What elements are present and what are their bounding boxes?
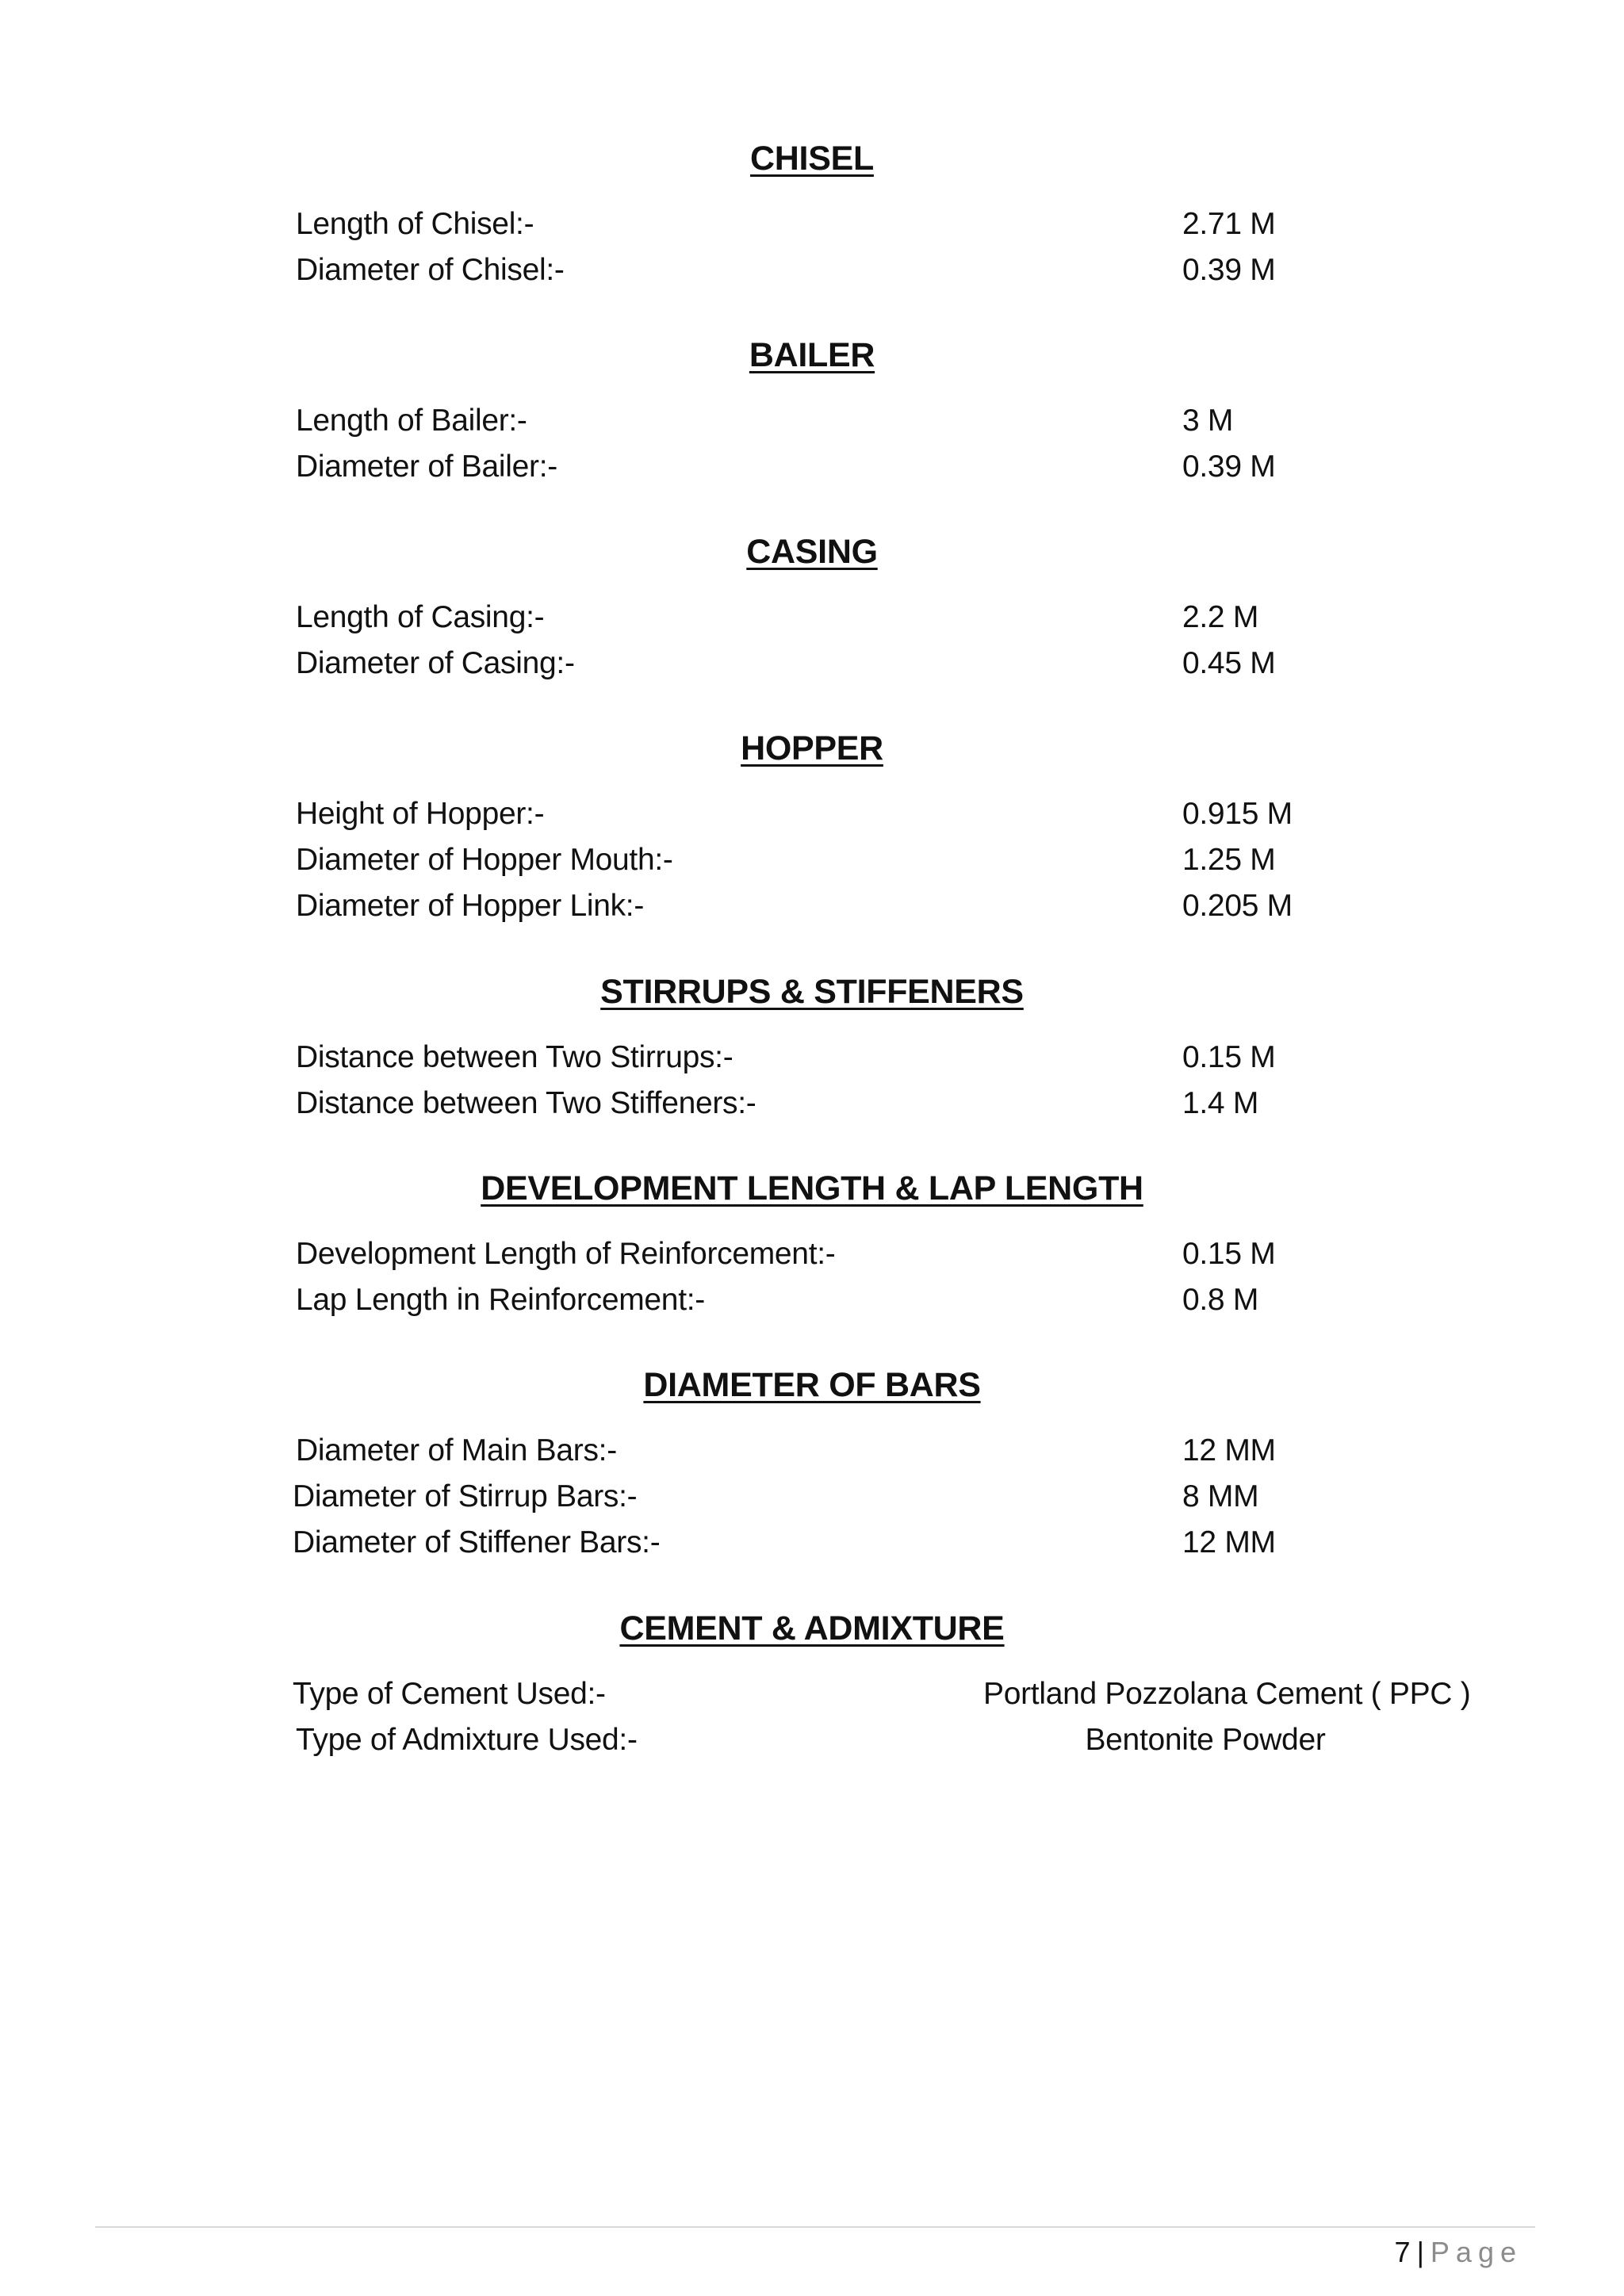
spec-label: Diameter of Hopper Mouth:-	[296, 843, 673, 877]
spec-row	[0, 1720, 1624, 1760]
spec-label: Diameter of Stirrup Bars:-	[293, 1479, 638, 1513]
spec-row	[0, 1477, 1624, 1517]
section-title: CEMENT & ADMIXTURE	[619, 1609, 1005, 1647]
section-title: CHISEL	[750, 140, 874, 178]
spec-label: Diameter of Hopper Link:-	[296, 889, 645, 923]
spec-value: 3 M	[1182, 404, 1234, 438]
spec-value: 0.205 M	[1182, 889, 1293, 923]
spec-value: 0.8 M	[1182, 1283, 1259, 1317]
spec-row	[0, 1084, 1624, 1123]
spec-value: 8 MM	[1182, 1479, 1259, 1513]
section-title: DIAMETER OF BARS	[643, 1366, 981, 1404]
spec-value: Portland Pozzolana Cement ( PPC )	[983, 1677, 1471, 1711]
spec-value: 0.15 M	[1182, 1237, 1276, 1271]
page-footer	[1395, 2233, 1522, 2272]
spec-label: Type of Admixture Used:-	[296, 1723, 638, 1757]
spec-value: 2.71 M	[1182, 207, 1276, 241]
spec-label: Diameter of Chisel:-	[296, 253, 565, 287]
spec-label: Diameter of Stiffener Bars:-	[293, 1525, 661, 1559]
spec-row	[0, 1431, 1624, 1471]
spec-label: Distance between Two Stirrups:-	[296, 1040, 733, 1074]
spec-row	[0, 1523, 1624, 1563]
spec-label: Length of Bailer:-	[296, 404, 527, 438]
spec-label: Length of Casing:-	[296, 600, 545, 634]
spec-label: Development Length of Reinforcement:-	[296, 1237, 836, 1271]
spec-value: 0.39 M	[1182, 253, 1276, 287]
spec-row	[0, 794, 1624, 834]
section-title: CASING	[746, 533, 878, 571]
section-title: DEVELOPMENT LENGTH & LAP LENGTH	[481, 1169, 1143, 1207]
spec-row	[0, 1280, 1624, 1320]
footer-separator: |	[1416, 2236, 1424, 2268]
spec-label: Length of Chisel:-	[296, 207, 534, 241]
spec-label: Diameter of Casing:-	[296, 646, 575, 680]
spec-value: Bentonite Powder	[1085, 1723, 1326, 1757]
section-title: STIRRUPS & STIFFENERS	[600, 973, 1024, 1011]
spec-row	[0, 447, 1624, 487]
spec-value: 2.2 M	[1182, 600, 1259, 634]
spec-row	[0, 644, 1624, 683]
spec-value: 0.915 M	[1182, 797, 1293, 831]
spec-row	[0, 886, 1624, 926]
page-word: Page	[1430, 2236, 1522, 2268]
page-number: 7	[1394, 2236, 1411, 2268]
spec-value: 0.45 M	[1182, 646, 1276, 680]
spec-row	[0, 1038, 1624, 1077]
section-title: HOPPER	[741, 729, 883, 767]
section-title: BAILER	[749, 336, 875, 374]
spec-value: 0.39 M	[1182, 450, 1276, 484]
spec-row	[0, 401, 1624, 441]
spec-row	[0, 598, 1624, 637]
spec-label: Height of Hopper:-	[296, 797, 545, 831]
spec-label: Diameter of Bailer:-	[296, 450, 557, 484]
spec-row	[0, 840, 1624, 880]
spec-label: Diameter of Main Bars:-	[296, 1433, 617, 1468]
spec-label: Distance between Two Stiffeners:-	[296, 1086, 756, 1120]
spec-value: 12 MM	[1182, 1525, 1276, 1559]
spec-row	[0, 1674, 1624, 1714]
spec-value: 1.25 M	[1182, 843, 1276, 877]
footer-divider	[95, 2226, 1535, 2228]
spec-label: Lap Length in Reinforcement:-	[296, 1283, 705, 1317]
spec-value: 0.15 M	[1182, 1040, 1276, 1074]
spec-row	[0, 251, 1624, 290]
spec-value: 12 MM	[1182, 1433, 1276, 1468]
spec-label: Type of Cement Used:-	[293, 1677, 606, 1711]
spec-value: 1.4 M	[1182, 1086, 1259, 1120]
spec-row	[0, 205, 1624, 244]
spec-row	[0, 1234, 1624, 1274]
